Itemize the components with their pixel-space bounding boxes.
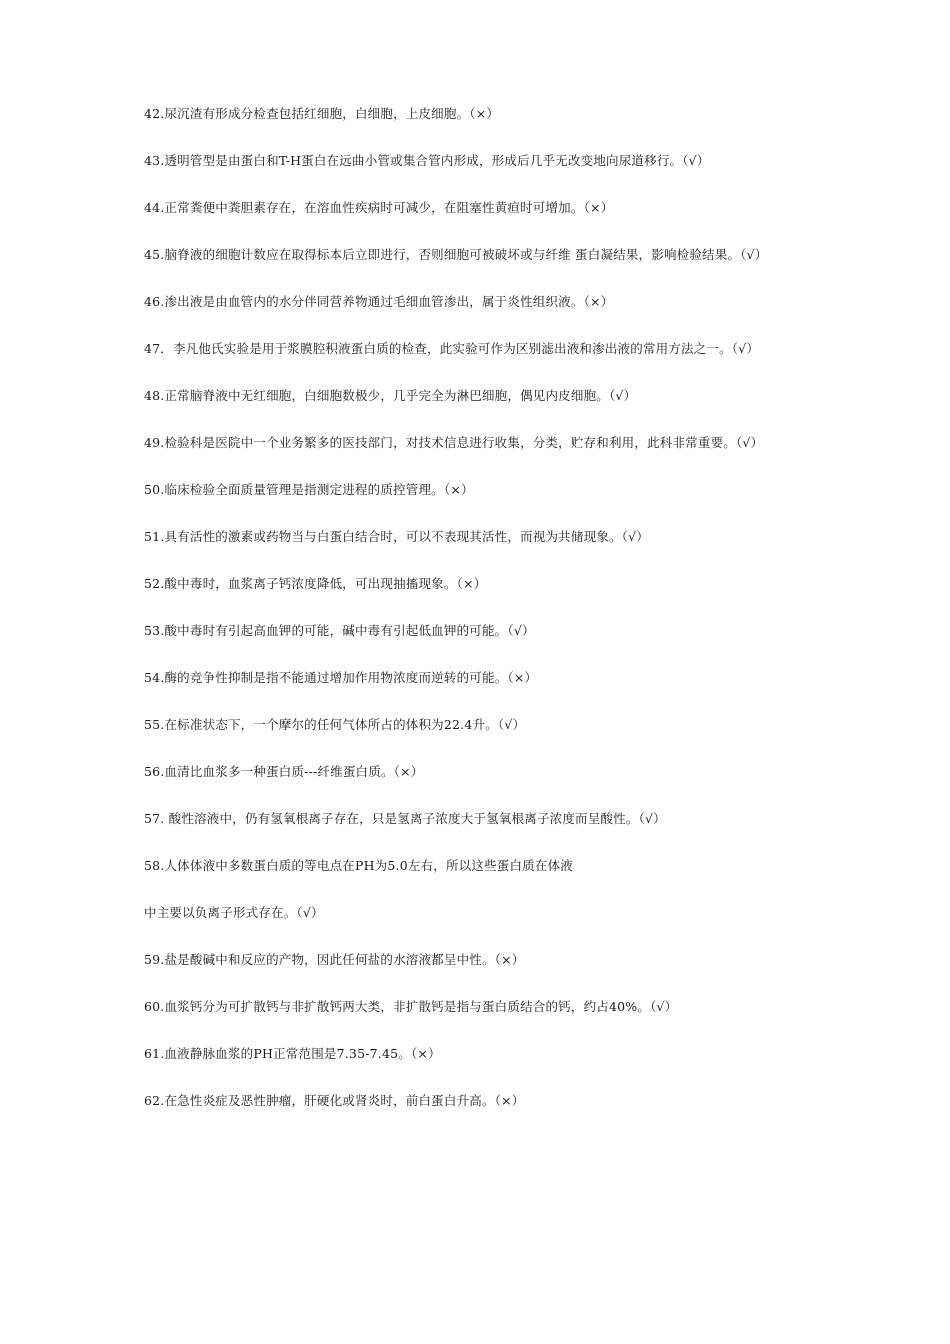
list-item: 60.血浆钙分为可扩散钙与非扩散钙两大类，非扩散钙是指与蛋白质结合的钙，约占40%。（√） bbox=[144, 999, 678, 1014]
list-item: 55.在标准状态下，一个摩尔的任何气体所占的体积为22.4升。（√） bbox=[144, 717, 526, 732]
list-item: 51.具有活性的激素或药物当与白蛋白结合时，可以不表现其活性，而视为共储现象。（√） bbox=[144, 529, 649, 544]
list-item: 54.酶的竞争性抑制是指不能通过增加作用物浓度而逆转的可能。（×） bbox=[144, 670, 538, 685]
list-item: 62.在急性炎症及恶性肿瘤，肝硬化或肾炎时，前白蛋白升高。（×） bbox=[144, 1093, 525, 1108]
list-item: 46.渗出液是由血管内的水分伴同营养物通过毛细血管渗出，属于炎性组织液。（×） bbox=[144, 294, 614, 309]
list-item: 43.透明管型是由蛋白和T-H蛋白在远曲小管或集合管内形成，形成后几乎无改变地向尿道移行。（√） bbox=[144, 153, 710, 168]
list-item: 49.检验科是医院中一个业务繁多的医技部门，对技术信息进行收集，分类，贮存和利用，此科非常重要。（√） bbox=[144, 435, 764, 450]
list-item: 45.脑脊液的细胞计数应在取得标本后立即进行，否则细胞可被破坏或与纤维 蛋白凝结果，影响检验结果。（√） bbox=[144, 247, 768, 262]
question-list bbox=[144, 102, 814, 1136]
list-item: 53.酸中毒时有引起高血钾的可能，碱中毒有引起低血钾的可能。（√） bbox=[144, 623, 535, 638]
list-item: 48.正常脑脊液中无红细胞，白细胞数极少，几乎完全为淋巴细胞，偶见内皮细胞。（√） bbox=[144, 388, 637, 403]
list-item: 57. 酸性溶液中，仍有氢氧根离子存在，只是氢离子浓度大于氢氧根离子浓度而呈酸性。（√） bbox=[144, 811, 666, 826]
list-item: 58.人体体液中多数蛋白质的等电点在PH为5.0左右，所以这些蛋白质在体液 bbox=[144, 858, 573, 873]
list-item: 42.尿沉渣有形成分检查包括红细胞，白细胞，上皮细胞。（×） bbox=[144, 106, 500, 121]
list-item: 61.血液静脉血浆的PH正常范围是7.35-7.45。（×） bbox=[144, 1046, 441, 1061]
list-item: 56.血清比血浆多一种蛋白质---纤维蛋白质。（×） bbox=[144, 764, 424, 779]
list-item: 47．李凡他氏实验是用于浆膜腔积液蛋白质的检查，此实验可作为区别滤出液和渗出液的常用方法之一。（√） bbox=[144, 341, 760, 356]
list-item: 50.临床检验全面质量管理是指测定进程的质控管理。（×） bbox=[144, 482, 474, 497]
list-item: 52.酸中毒时，血浆离子钙浓度降低，可出现抽搐现象。（×） bbox=[144, 576, 487, 591]
list-item: 44.正常粪便中粪胆素存在，在溶血性疾病时可减少，在阻塞性黄疸时可增加。（×） bbox=[144, 200, 614, 215]
list-item: 中主要以负离子形式存在。（√） bbox=[144, 905, 324, 920]
list-item: 59.盐是酸碱中和反应的产物，因此任何盐的水溶液都呈中性。（×） bbox=[144, 952, 525, 967]
